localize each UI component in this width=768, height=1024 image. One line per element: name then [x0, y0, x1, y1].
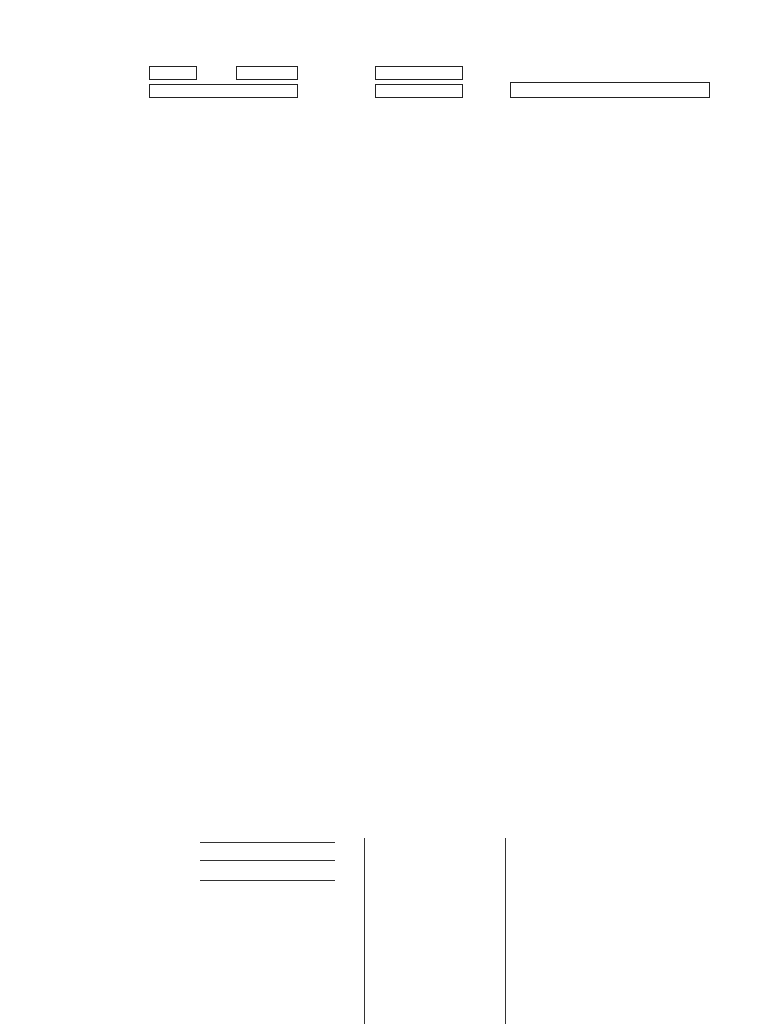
- school-year-field: [236, 66, 298, 80]
- codes-panel: [364, 838, 506, 1024]
- formula-a-num: [200, 842, 335, 843]
- grade-field: [375, 84, 463, 98]
- school-name-field: [149, 84, 298, 98]
- formula-b-num: [200, 860, 335, 861]
- formula-c-num: [200, 880, 335, 881]
- month-field: [375, 66, 463, 80]
- guidelines: [20, 838, 355, 928]
- section-field: [510, 82, 710, 98]
- school-id-field: [149, 66, 197, 80]
